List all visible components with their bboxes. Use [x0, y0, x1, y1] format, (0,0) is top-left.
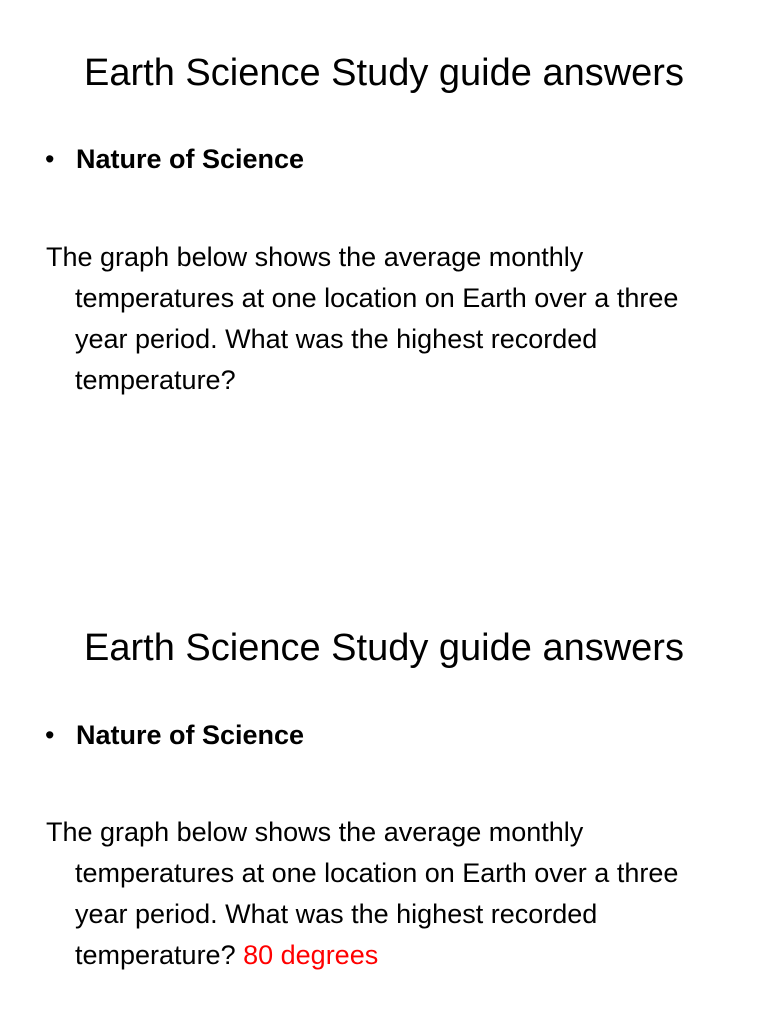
- question-paragraph: [46, 812, 736, 976]
- slide-title: Earth Science Study guide answers: [84, 627, 684, 669]
- bullet-heading: Nature of Science: [76, 144, 305, 174]
- question-text: The graph below shows the average monthly temperatures at one location on Earth over a three year period. What was the highest recorded temperature?: [46, 242, 679, 395]
- bullet-item: [45, 718, 304, 752]
- slide-2: [0, 576, 768, 1024]
- bullet-marker: •: [45, 144, 55, 174]
- bullet-heading: Nature of Science: [76, 720, 305, 750]
- slide-title: Earth Science Study guide answers: [84, 52, 684, 94]
- bullet-item: [45, 142, 304, 176]
- question-paragraph: [46, 237, 736, 401]
- answer-text: 80 degrees: [243, 940, 379, 970]
- question-text: The graph below shows the average monthly temperatures at one location on Earth over a three year period. What was the highest recorded temperature?: [46, 817, 679, 970]
- bullet-marker: •: [45, 720, 55, 750]
